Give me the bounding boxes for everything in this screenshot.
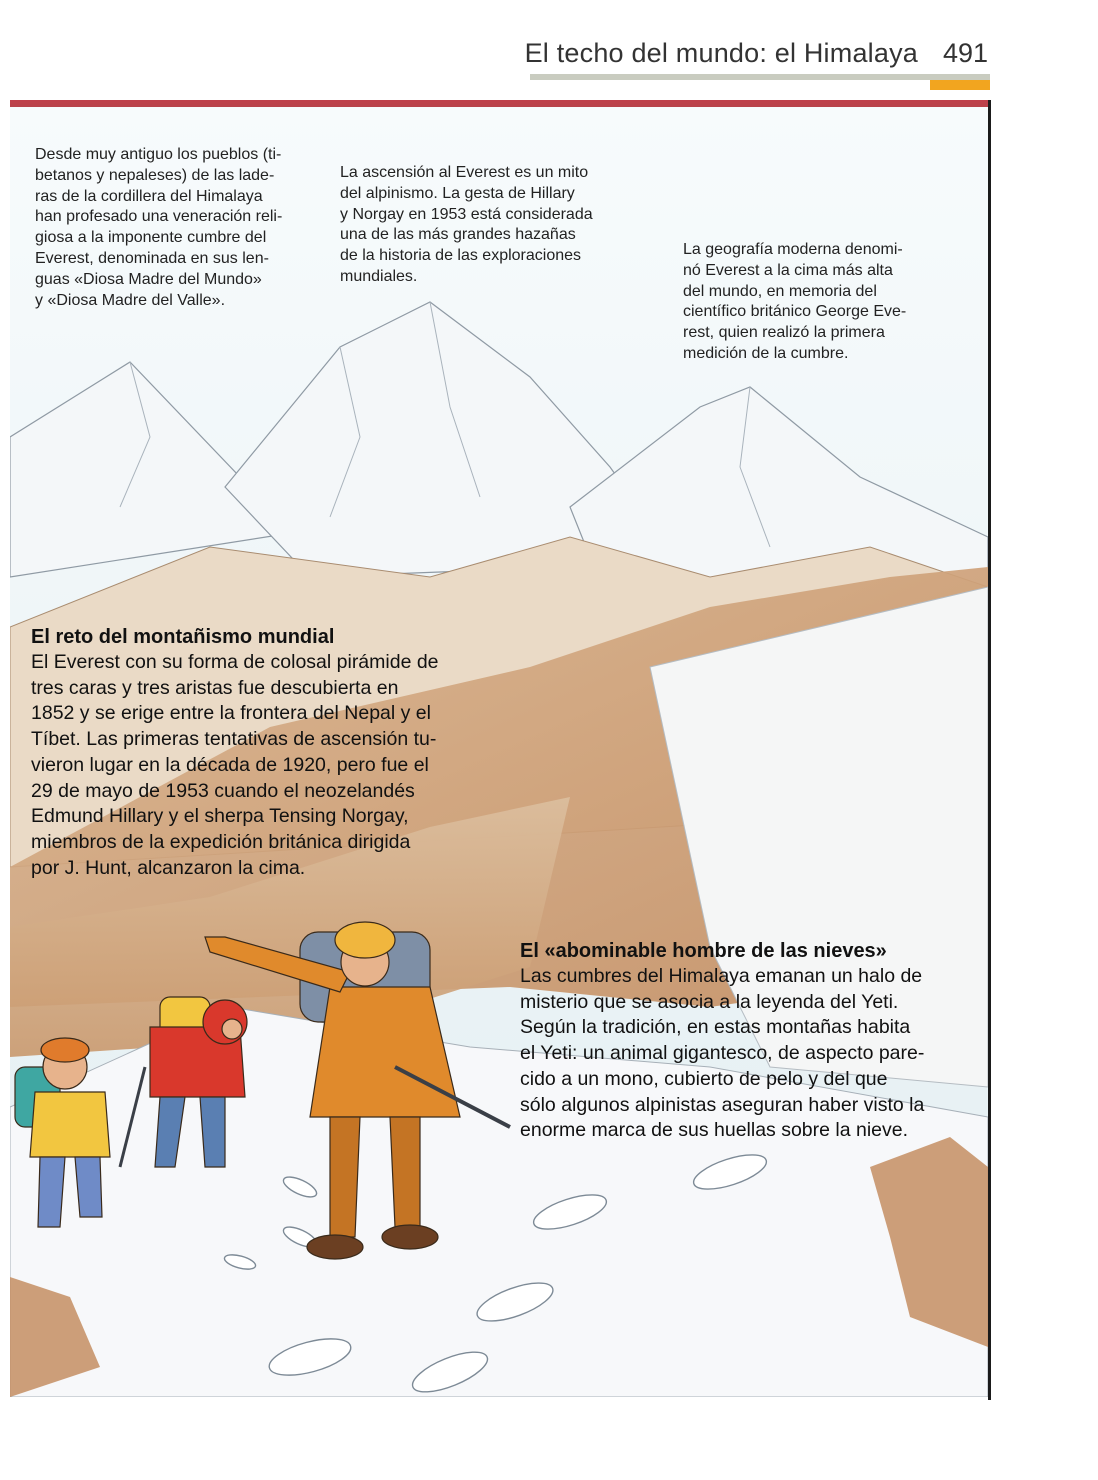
climber-rear-coat [30, 1092, 110, 1157]
climber-lead-hat [335, 922, 395, 958]
frame-top-rule [10, 100, 990, 107]
section-body-yeti: Las cumbres del Himalaya emanan un halo de misterio que se asocia a la leyenda del Yeti. Según la tradición, en estas montañas habita el Yeti: un animal gigantesco, de aspecto pare- cido a un mono, cubierto de pelo y del que sólo algunos alpinistas aseguran haber visto la enorme marca de sus huellas sobre la nieve. [520, 965, 925, 1142]
caption-veneration: Desde muy antiguo los pueblos (ti- betanos y nepaleses) de las lade- ras de la cordillera del Himalaya han profesado una veneración reli- giosa a la imponente cumbre del Everest, denominada en sus len- guas «Diosa Madre del Mundo» y «Diosa Madre del Valle». [35, 146, 283, 309]
page-number: 491 [942, 38, 988, 68]
header-accent-bar [930, 80, 990, 90]
caption-ascent-myth: La ascensión al Everest es un mito del alpinismo. La gesta de Hillary y Norgay en 1953 está considerada una de las más grandes hazañas de la historia de las exploraciones mundiales. [340, 164, 593, 285]
frame-right-rule [988, 100, 991, 1400]
header-rule [530, 74, 990, 80]
section-title-reto: El reto del montañismo mundial [31, 626, 335, 648]
section-body-reto: El Everest con su forma de colosal pirámide de tres caras y tres aristas fue descubierta en 1852 y se erige entre la frontera del Nepal y el Tíbet. Las primeras tentativas de ascensión tu- vieron lugar en la década de 1920, pero fue el 29 de mayo de 1953 cuando el neozelandés Edmund Hillary y el sherpa Tensing Norgay, miembros de la expedición británica dirigida por J. Hunt, alcanzaron la cima. [31, 651, 439, 879]
page-header [0, 28, 1098, 98]
caption-everest-name: La geografía moderna denomi- nó Everest a la cima más alta del mundo, en memoria del científico británico George Eve- rest, quien realizó la primera medición de la cumbre. [683, 241, 907, 362]
section-title-yeti: El «abominable hombre de las nieves» [520, 940, 887, 962]
chapter-title: El techo del mundo: el Himalaya [524, 38, 918, 68]
